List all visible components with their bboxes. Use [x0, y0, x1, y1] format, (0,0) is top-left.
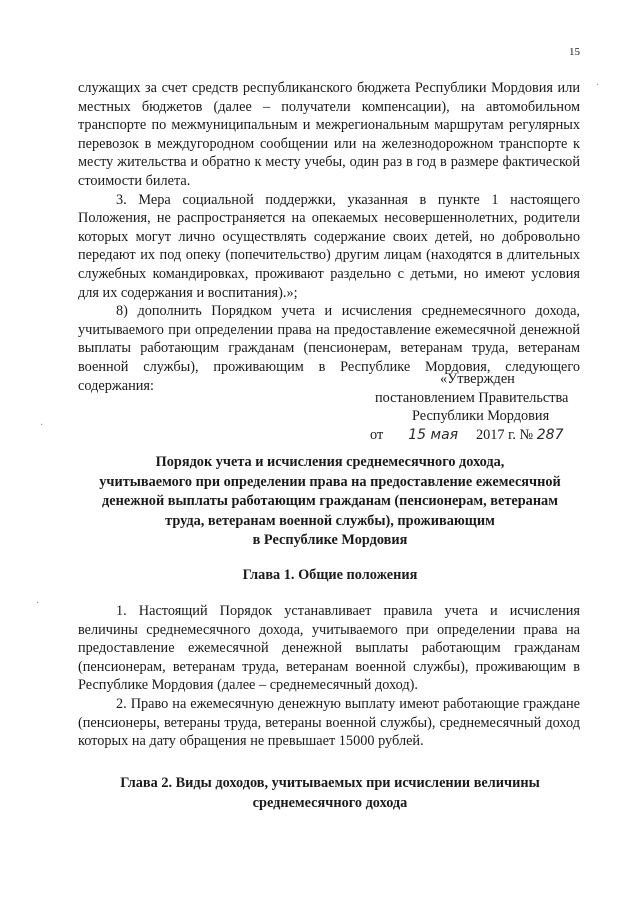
page-number: 15 [569, 46, 580, 58]
approval-line-2: постановлением Правительства [375, 389, 569, 406]
approval-date-number: 287 [536, 426, 564, 443]
scan-mark-2: · [40, 420, 44, 431]
document-title-line-1: Порядок учета и исчисления среднемесячного дохода, [155, 454, 505, 470]
paragraph-item-8: 8) дополнить Порядком учета и исчисления среднемесячного дохода, учитываемого при определении права на предоставление ежемесячной денежной выплаты работающим гражданам (пенсионерам, ветеранам труда, ветеранам военной службы), проживающим в Республике Мордовия, следующего содержания: [78, 303, 580, 394]
scan-mark-1: · [596, 80, 600, 91]
document-title [70, 453, 590, 551]
chapter-1-title: Глава 1. Общие положения [242, 567, 418, 583]
approval-date-line [370, 426, 600, 445]
approval-stamp [370, 370, 600, 444]
document-title-line-5: в Республике Мордовия [252, 532, 408, 548]
chapter-2-title-line-2: среднемесячного дохода [252, 794, 408, 811]
chapter-1-paragraph-2: 2. Право на ежемесячную денежную выплату имеют работающие граждане (пенсионеры, ветераны труда, ветераны военной службы), среднемесячный доход которых на дату обращения не превышает 15000 рублей. [78, 695, 580, 750]
approval-line-1: «Утвержден [440, 371, 515, 387]
chapter-1-text [78, 602, 580, 751]
approval-line-3: Республики Мордовия [412, 408, 550, 425]
chapter-1-paragraph-1: 1. Настоящий Порядок устанавливает правила учета и исчисления величины среднемесячного дохода, учитываемого при определении права на предоставление ежемесячной денежной выплаты работающим гражданам (пенсионерам, ветеранам труда, ветеранам военной службы), проживающим в Республике Мордовия (далее – среднемесячный доход). [78, 603, 580, 694]
chapter-2-title [70, 774, 590, 813]
approval-date-year: 2017 г. № [475, 426, 534, 443]
document-title-line-3: денежной выплаты работающим гражданам (пенсионерам, ветеранам [102, 493, 558, 509]
approval-date-prefix: от [370, 426, 384, 443]
text-block-top [78, 79, 580, 395]
paragraph-continuation: служащих за счет средств республиканского бюджета Республики Мордовия или местных бюджетов (далее – получатели компенсации), на автомобильном транспорте по межмуниципальным и межрегиональным маршрутам регулярных перевозок в междугородном сообщении или на железнодорожном транспорте к месту жительства и обратно к месту учебы, один раз в год в размере фактической стоимости билета. [78, 80, 580, 189]
approval-date-day-month: 15 мая [408, 426, 459, 443]
document-title-line-4: труда, ветеранам военной службы), проживающим [165, 512, 495, 529]
chapter-2-title-line-1: Глава 2. Виды доходов, учитываемых при исчислении величины [120, 775, 540, 791]
paragraph-point-3: 3. Мера социальной поддержки, указанная в пункте 1 настоящего Положения, не распространяется на опекаемых несовершеннолетних, родители которых могут лично осуществлять содержание своих детей, но добровольно передают их под опеку (попечительство) другим лицам (находятся в длительных служебных командировках, проживают раздельно с детьми, но имеют условия для их содержания и воспитания).»; [78, 191, 580, 301]
scan-mark-3: · [36, 598, 40, 609]
document-title-line-2: учитываемого при определении права на предоставление ежемесячной [99, 473, 561, 490]
